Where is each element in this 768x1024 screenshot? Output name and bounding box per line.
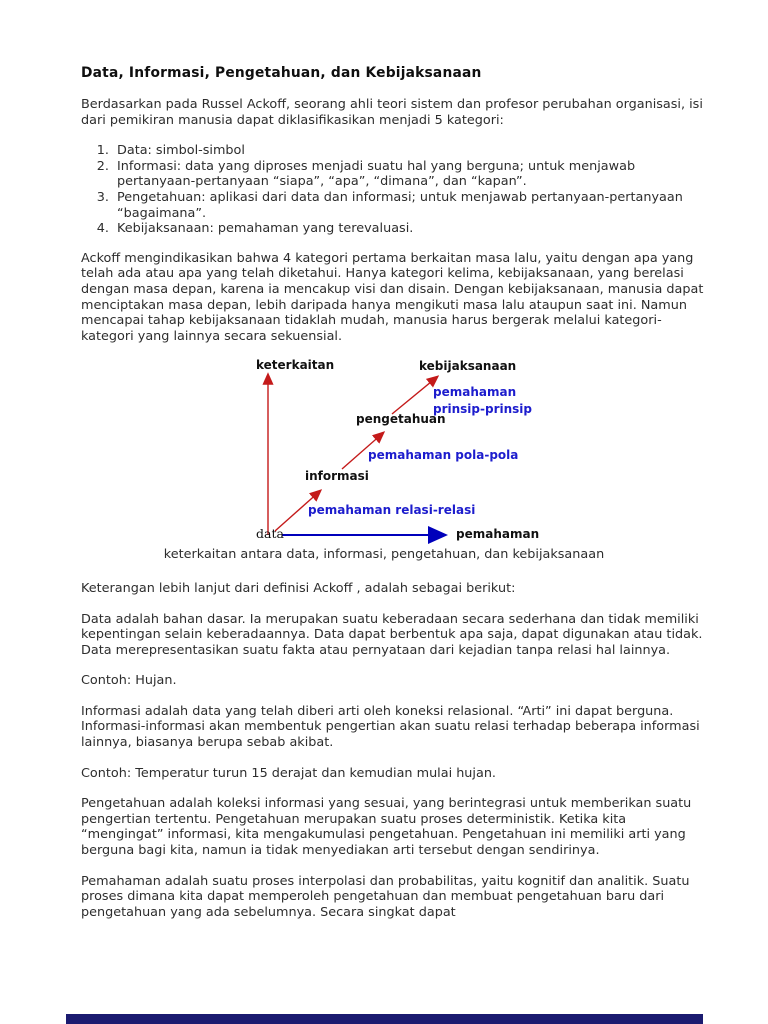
- contoh-hujan-line: Contoh: Hujan.: [81, 673, 177, 689]
- node-data: data: [256, 526, 284, 542]
- list-item: 2. Informasi: data yang diproses menjadi suatu hal yang berguna; untuk menjawab pertanyaan-pertanyaan “siapa”, “apa”, “dimana”, dan “kapan”.: [113, 159, 705, 190]
- y-axis-label: keterkaitan: [256, 358, 335, 373]
- document-page: [81, 66, 705, 935]
- informasi-definition-paragraph: Informasi adalah data yang telah diberi arti oleh koneksi relasional. “Arti” ini dapat berguna. Informasi-informasi akan membentuk pengertian akan suatu relasi terhadap beberapa informasi lainnya, biasanya berupa sebab akibat.: [81, 703, 700, 751]
- next-page-edge: [66, 1014, 703, 1024]
- node-informasi: informasi: [305, 469, 369, 484]
- diagram-caption: keterkaitan antara data, informasi, pengetahuan, dan kebijaksanaan: [163, 547, 605, 563]
- edge-label-relasi: pemahaman relasi-relasi: [308, 503, 476, 518]
- list-item: 1. Data: simbol-simbol: [113, 143, 705, 159]
- keterangan-line: Keterangan lebih lanjut dari definisi Ackoff , adalah sebagai berikut:: [81, 580, 516, 596]
- list-item: 3. Pengetahuan: aplikasi dari data dan informasi; untuk menjawab pertanyaan-pertanyaan “bagaimana”.: [113, 190, 705, 221]
- category-list: [81, 143, 705, 237]
- edge-label-prinsip-line1: pemahaman: [433, 385, 517, 400]
- node-pengetahuan: pengetahuan: [356, 412, 446, 427]
- edge-label-pola: pemahaman pola-pola: [368, 448, 519, 463]
- page-title: Data, Informasi, Pengetahuan, dan Kebijaksanaan: [81, 65, 482, 81]
- data-definition-paragraph: Data adalah bahan dasar. Ia merupakan suatu keberadaan secara sederhana dan tidak memiliki kepentingan selain keberadaannya. Data dapat berbentuk apa saja, dapat digunakan atau tidak. Data merepresentasikan suatu fakta atau pernyataan dari kejadian tanpa relasi hal lainnya.: [81, 611, 703, 658]
- list-item: 4. Kebijaksanaan: pemahaman yang terevaluasi.: [113, 221, 705, 237]
- pengetahuan-definition-paragraph: Pengetahuan adalah koleksi informasi yang sesuai, yang berintegrasi untuk memberikan suatu pengertian tertentu. Pengetahuan merupakan suatu proses deterministik. Ketika kita “mengingat” informasi, kita mengakumulasi pengetahuan. Pengetahuan ini memiliki arti yang berguna bagi kita, namun ia tidak menyediakan arti tersebut dengan sendirinya.: [81, 796, 692, 859]
- edge-label-prinsip-line2: prinsip-prinsip: [433, 402, 532, 417]
- diagonal-arrow-pengetahuan-kebijaksanaan: [392, 377, 437, 414]
- intro-paragraph: Berdasarkan pada Russel Ackoff, seorang ahli teori sistem dan profesor perubahan organisasi, isi dari pemikiran manusia dapat diklasifikasikan menjadi 5 kategori:: [81, 97, 703, 128]
- x-axis-label: pemahaman: [456, 527, 540, 542]
- ackoff-paragraph: Ackoff mengindikasikan bahwa 4 kategori pertama berkaitan masa lalu, yaitu dengan apa yang telah ada atau apa yang telah diketahui. Hanya kategori kelima, kebijaksanaan, yang berelasi dengan masa depan, karena ia mencakup visi dan disain. Dengan kebijaksanaan, manusia dapat menciptakan masa depan, lebih daripada hanya mengikuti masa lalu ataupun saat ini. Namun mencapai tahap kebijaksanaan tidaklah mudah, manusia harus bergerak melalui kategori-kategori yang lainnya secara sekuensial.: [81, 250, 704, 344]
- contoh-temperatur-line: Contoh: Temperatur turun 15 derajat dan kemudian mulai hujan.: [81, 765, 496, 781]
- node-kebijaksanaan: kebijaksanaan: [419, 359, 517, 374]
- pemahaman-definition-paragraph: Pemahaman adalah suatu proses interpolasi dan probabilitas, yaitu kognitif dan analitik. Suatu proses dimana kita dapat memperoleh pengetahuan dan membuat pengetahuan baru dari pengetahuan yang ada sebelumnya. Secara singkat dapat: [81, 873, 690, 920]
- dikw-diagram: [0, 359, 768, 547]
